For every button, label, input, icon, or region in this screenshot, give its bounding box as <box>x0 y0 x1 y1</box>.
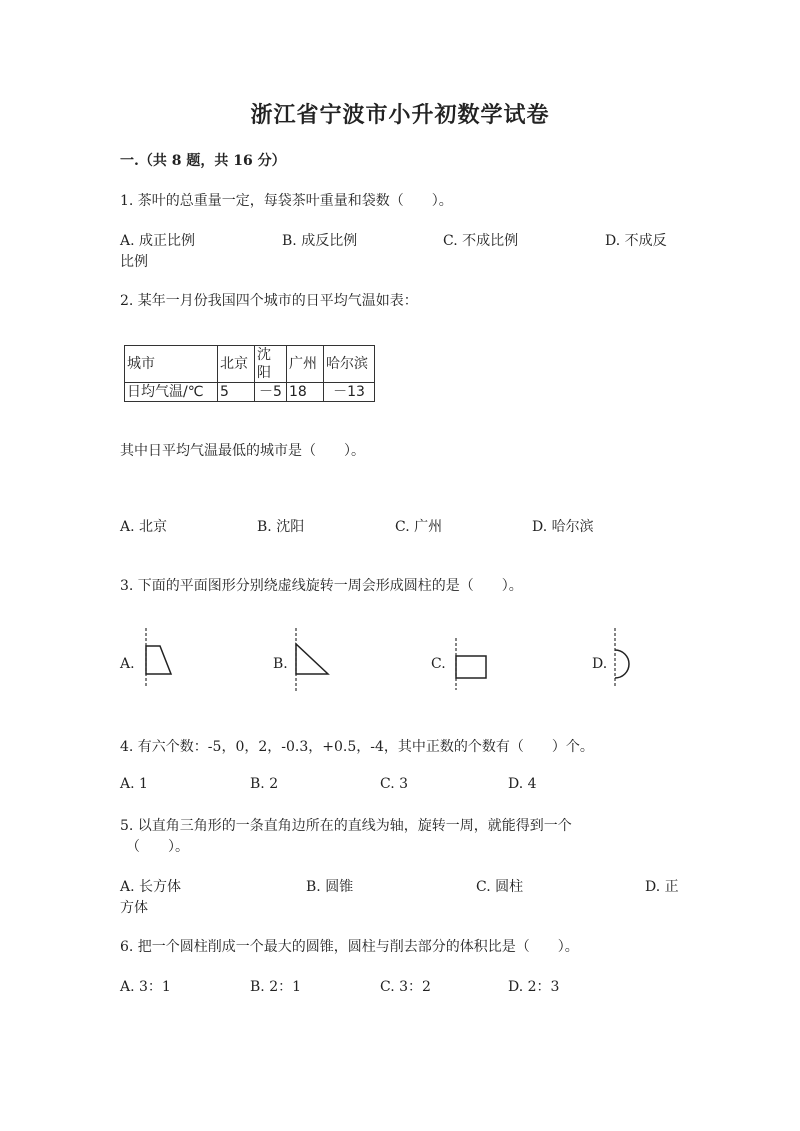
q1-option-d: D. 不成反 <box>605 233 667 249</box>
table-cell: 哈尔滨 <box>324 346 375 383</box>
question-4: 4. 有六个数：-5，0，2，-0.3，+0.5，-4，其中正数的个数有（ ）个。 <box>120 739 594 755</box>
q2-option-d: D. 哈尔滨 <box>532 519 594 535</box>
q6-option-c: C. 3：2 <box>380 979 431 995</box>
q5-option-d: D. 正 <box>645 879 679 895</box>
question-2-ask: 其中日平均气温最低的城市是（ ）。 <box>120 443 365 459</box>
q1-option-a: A. 成正比例 <box>120 233 196 249</box>
q3-label-c: C. <box>431 656 446 672</box>
question-6: 6. 把一个圆柱削成一个最大的圆锥，圆柱与削去部分的体积比是（ ）。 <box>120 939 579 955</box>
table-cell: 日均气温/℃ <box>125 383 218 402</box>
table-cell: 广州 <box>287 346 324 383</box>
table-cell: 北京 <box>218 346 255 383</box>
temperature-table <box>124 345 375 402</box>
q4-option-a: A. 1 <box>120 776 148 792</box>
q3-label-d: D. <box>592 656 608 672</box>
table-row <box>125 346 375 383</box>
q2-option-b: B. 沈阳 <box>257 519 305 535</box>
q6-option-d: D. 2：3 <box>508 979 560 995</box>
table-cell: 沈阳 <box>255 346 287 383</box>
q3-label-b: B. <box>273 656 288 672</box>
q3-figure-b <box>286 626 334 694</box>
q5-option-b: B. 圆锥 <box>306 879 354 895</box>
q5-option-c: C. 圆柱 <box>476 879 524 895</box>
section-heading: 一.（共 8 题，共 16 分） <box>120 153 286 169</box>
question-2: 2. 某年一月份我国四个城市的日平均气温如表： <box>120 293 418 309</box>
q5-option-d-wrap: 方体 <box>120 900 148 916</box>
q6-option-a: A. 3：1 <box>120 979 171 995</box>
q4-option-b: B. 2 <box>250 776 279 792</box>
q3-figure-c <box>446 626 494 690</box>
q3-figure-a <box>136 626 180 690</box>
question-3: 3. 下面的平面图形分别绕虚线旋转一周会形成圆柱的是（ ）。 <box>120 578 523 594</box>
q6-option-b: B. 2：1 <box>250 979 302 995</box>
table-cell: －5 <box>255 383 287 402</box>
table-row <box>125 383 375 402</box>
q4-option-c: C. 3 <box>380 776 409 792</box>
q3-label-a: A. <box>120 656 135 672</box>
q2-option-a: A. 北京 <box>120 519 168 535</box>
table-cell: －13 <box>324 383 375 402</box>
q1-option-c: C. 不成比例 <box>443 233 519 249</box>
q5-option-a: A. 长方体 <box>120 879 182 895</box>
question-5-blank: （ ）。 <box>126 839 189 855</box>
question-1: 1. 茶叶的总重量一定，每袋茶叶重量和袋数（ ）。 <box>120 193 453 209</box>
table-cell: 城市 <box>125 346 218 383</box>
q1-option-b: B. 成反比例 <box>282 233 358 249</box>
q3-figure-d <box>605 626 641 686</box>
q2-option-c: C. 广州 <box>395 519 443 535</box>
table-cell: 5 <box>218 383 255 402</box>
table-cell: 18 <box>287 383 324 402</box>
q4-option-d: D. 4 <box>508 776 537 792</box>
question-5: 5. 以直角三角形的一条直角边所在的直线为轴，旋转一周，就能得到一个 <box>120 818 572 834</box>
page-title: 浙江省宁波市小升初数学试卷 <box>250 102 550 128</box>
q1-option-d-wrap: 比例 <box>120 254 148 270</box>
